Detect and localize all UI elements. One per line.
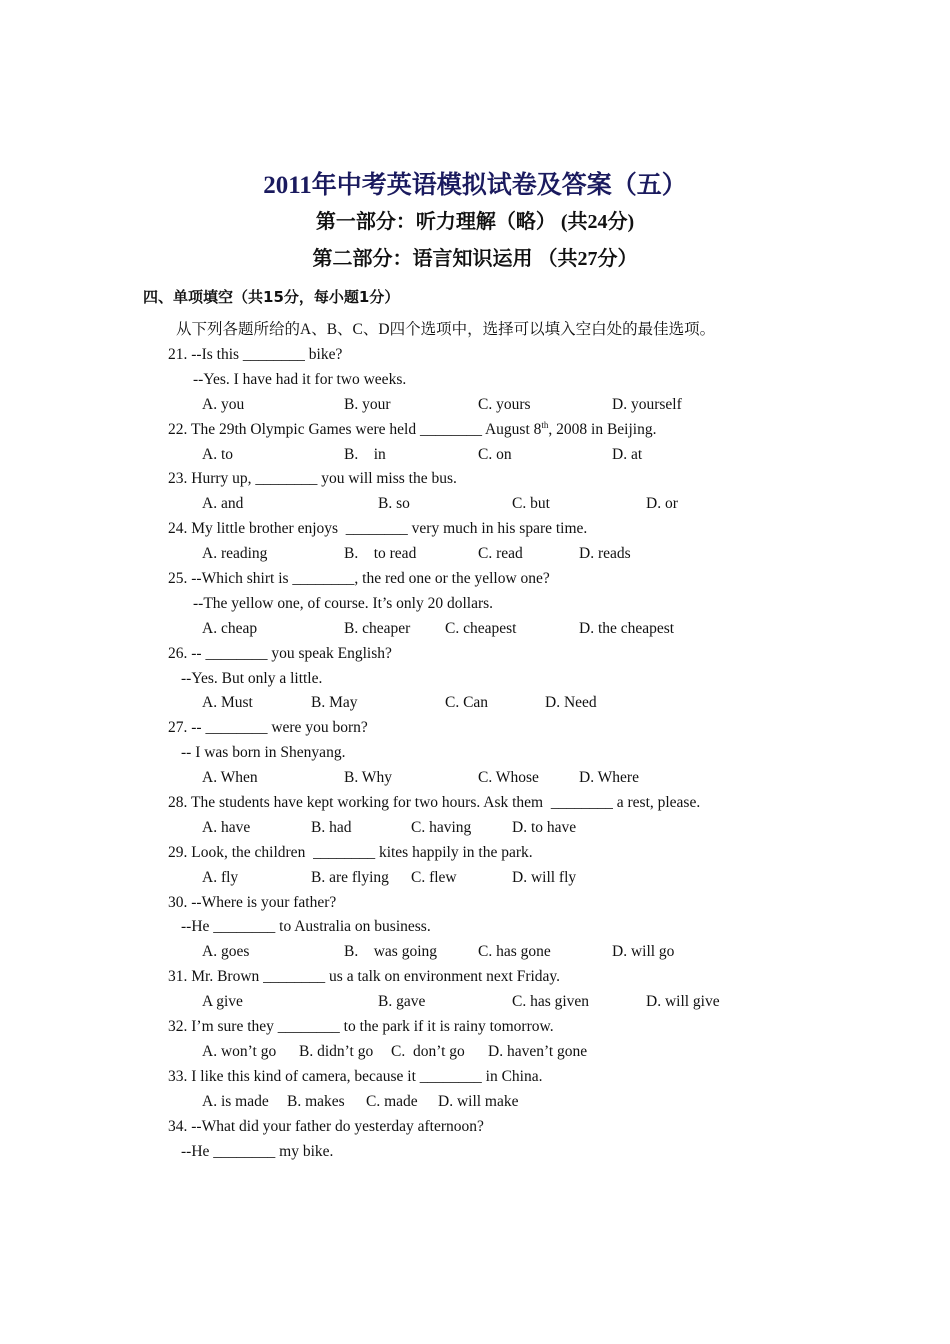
option-b: B. are flying bbox=[311, 868, 389, 886]
options-26 bbox=[0, 691, 950, 716]
question-28 bbox=[0, 791, 950, 816]
option-a: A. fly bbox=[202, 868, 239, 886]
question-23 bbox=[0, 467, 950, 492]
options-32 bbox=[0, 1040, 950, 1065]
option-a: A. and bbox=[202, 495, 244, 513]
options-24 bbox=[0, 542, 950, 567]
option-d: D. or bbox=[646, 495, 678, 513]
option-b: B. your bbox=[344, 395, 391, 413]
question-text: 31. Mr. Brown ________ us a talk on environment next Friday. bbox=[168, 968, 561, 986]
option-b: B. to read bbox=[344, 545, 417, 563]
question-text: 33. I like this kind of camera, because it ________ in China. bbox=[168, 1067, 543, 1085]
question-text: 23. Hurry up, ________ you will miss the bus. bbox=[168, 470, 457, 488]
question-26 bbox=[0, 642, 950, 667]
question-34 bbox=[0, 1115, 950, 1140]
reply-25 bbox=[0, 592, 950, 617]
option-d: D. yourself bbox=[612, 395, 682, 413]
question-text-end: , 2008 in Beijing. bbox=[548, 420, 657, 438]
option-c: C. don’t go bbox=[391, 1042, 465, 1060]
question-text: 26. -- ________ you speak English? bbox=[168, 644, 392, 662]
options-31 bbox=[0, 990, 950, 1015]
section-heading: 四、单项填空（共15分，每小题1分） bbox=[143, 288, 400, 306]
option-b: B. in bbox=[344, 445, 386, 463]
option-a: A. you bbox=[202, 395, 245, 413]
question-30 bbox=[0, 891, 950, 916]
option-b: B. so bbox=[378, 495, 410, 513]
option-c: C. made bbox=[366, 1092, 418, 1110]
options-25 bbox=[0, 617, 950, 642]
options-23 bbox=[0, 492, 950, 517]
option-d: D. at bbox=[612, 445, 643, 463]
instruction-text: 从下列各题所给的A、B、C、D四个选项中，选择可以填入空白处的最佳选项。 bbox=[176, 321, 716, 338]
question-text: 30. --Where is your father? bbox=[168, 893, 337, 911]
question-text-start: 22. The 29th Olympic Games were held ________ August 8 bbox=[168, 420, 542, 438]
options-28 bbox=[0, 816, 950, 841]
question-29 bbox=[0, 841, 950, 866]
option-b: B. gave bbox=[378, 993, 426, 1011]
option-a: A. won’t go bbox=[202, 1042, 277, 1060]
reply-26 bbox=[0, 667, 950, 692]
question-21 bbox=[0, 343, 950, 368]
reply-text: --He ________ my bike. bbox=[181, 1142, 334, 1160]
question-22 bbox=[0, 418, 950, 443]
question-text: 32. I’m sure they ________ to the park if it is rainy tomorrow. bbox=[168, 1018, 554, 1036]
option-c: C. has gone bbox=[478, 943, 551, 961]
reply-30 bbox=[0, 915, 950, 940]
ordinal-suffix: th bbox=[541, 419, 549, 430]
option-d: D. will give bbox=[646, 993, 720, 1011]
option-a: A give bbox=[202, 993, 243, 1011]
question-27 bbox=[0, 716, 950, 741]
reply-text: --The yellow one, of course. It’s only 20 dollars. bbox=[193, 594, 494, 612]
question-text: 29. Look, the children ________ kites happily in the park. bbox=[168, 843, 533, 861]
reply-text: --He ________ to Australia on business. bbox=[181, 918, 431, 936]
question-text: 34. --What did your father do yesterday afternoon? bbox=[168, 1117, 484, 1135]
question-text: 28. The students have kept working for two hours. Ask them ________ a rest, please. bbox=[168, 794, 701, 812]
option-c: C. having bbox=[411, 818, 472, 836]
option-b: B. May bbox=[311, 694, 358, 712]
option-b: B. was going bbox=[344, 943, 437, 961]
reply-21 bbox=[0, 368, 950, 393]
page-title: 2011年中考英语模拟试卷及答案（五） bbox=[263, 172, 687, 199]
option-d: D. will go bbox=[612, 943, 675, 961]
option-a: A. reading bbox=[202, 545, 268, 563]
option-a: A. to bbox=[202, 445, 233, 463]
option-b: B. had bbox=[311, 818, 352, 836]
option-c: C. read bbox=[478, 545, 523, 563]
option-c: C. on bbox=[478, 445, 512, 463]
reply-text: --Yes. I have had it for two weeks. bbox=[193, 370, 407, 388]
option-d: D. haven’t gone bbox=[488, 1042, 588, 1060]
option-d: D. the cheapest bbox=[579, 619, 675, 637]
option-b: B. didn’t go bbox=[299, 1042, 374, 1060]
part-two-heading: 第二部分：语言知识运用 （共27分） bbox=[312, 248, 638, 270]
reply-text: --Yes. But only a little. bbox=[181, 669, 323, 687]
option-d: D. Where bbox=[579, 769, 639, 787]
question-text: 27. -- ________ were you born? bbox=[168, 719, 368, 737]
option-c: C. yours bbox=[478, 395, 531, 413]
option-c: C. flew bbox=[411, 868, 457, 886]
part-one-heading: 第一部分：听力理解（略） (共24分) bbox=[315, 211, 635, 233]
question-33 bbox=[0, 1065, 950, 1090]
option-d: D. reads bbox=[579, 545, 631, 563]
options-30 bbox=[0, 940, 950, 965]
options-33 bbox=[0, 1090, 950, 1115]
option-a: A. cheap bbox=[202, 619, 258, 637]
options-21 bbox=[0, 393, 950, 418]
question-text: 25. --Which shirt is ________, the red one or the yellow one? bbox=[168, 570, 550, 588]
question-32 bbox=[0, 1015, 950, 1040]
option-a: A. When bbox=[202, 769, 258, 787]
reply-text: -- I was born in Shenyang. bbox=[181, 744, 346, 762]
option-d: D. to have bbox=[512, 818, 577, 836]
option-b: B. cheaper bbox=[344, 619, 411, 637]
options-27 bbox=[0, 766, 950, 791]
question-list bbox=[0, 343, 950, 1164]
question-31 bbox=[0, 965, 950, 990]
question-text bbox=[168, 418, 656, 443]
option-c: C. Whose bbox=[478, 769, 539, 787]
option-c: C. but bbox=[512, 495, 550, 513]
options-29 bbox=[0, 866, 950, 891]
option-c: C. Can bbox=[445, 694, 489, 712]
option-b: B. makes bbox=[287, 1092, 345, 1110]
option-d: D. will fly bbox=[512, 868, 577, 886]
question-25 bbox=[0, 567, 950, 592]
option-a: A. have bbox=[202, 818, 251, 836]
question-24 bbox=[0, 517, 950, 542]
option-c: C. has given bbox=[512, 993, 590, 1011]
option-c: C. cheapest bbox=[445, 619, 517, 637]
reply-34 bbox=[0, 1140, 950, 1165]
option-d: D. Need bbox=[545, 694, 597, 712]
question-text: 21. --Is this ________ bike? bbox=[168, 346, 343, 363]
question-text: 24. My little brother enjoys ________ very much in his spare time. bbox=[168, 520, 588, 538]
option-a: A. is made bbox=[202, 1092, 269, 1110]
option-a: A. goes bbox=[202, 943, 250, 961]
reply-27 bbox=[0, 741, 950, 766]
option-b: B. Why bbox=[344, 769, 392, 787]
options-22 bbox=[0, 443, 950, 468]
option-d: D. will make bbox=[438, 1092, 519, 1110]
option-a: A. Must bbox=[202, 694, 253, 712]
